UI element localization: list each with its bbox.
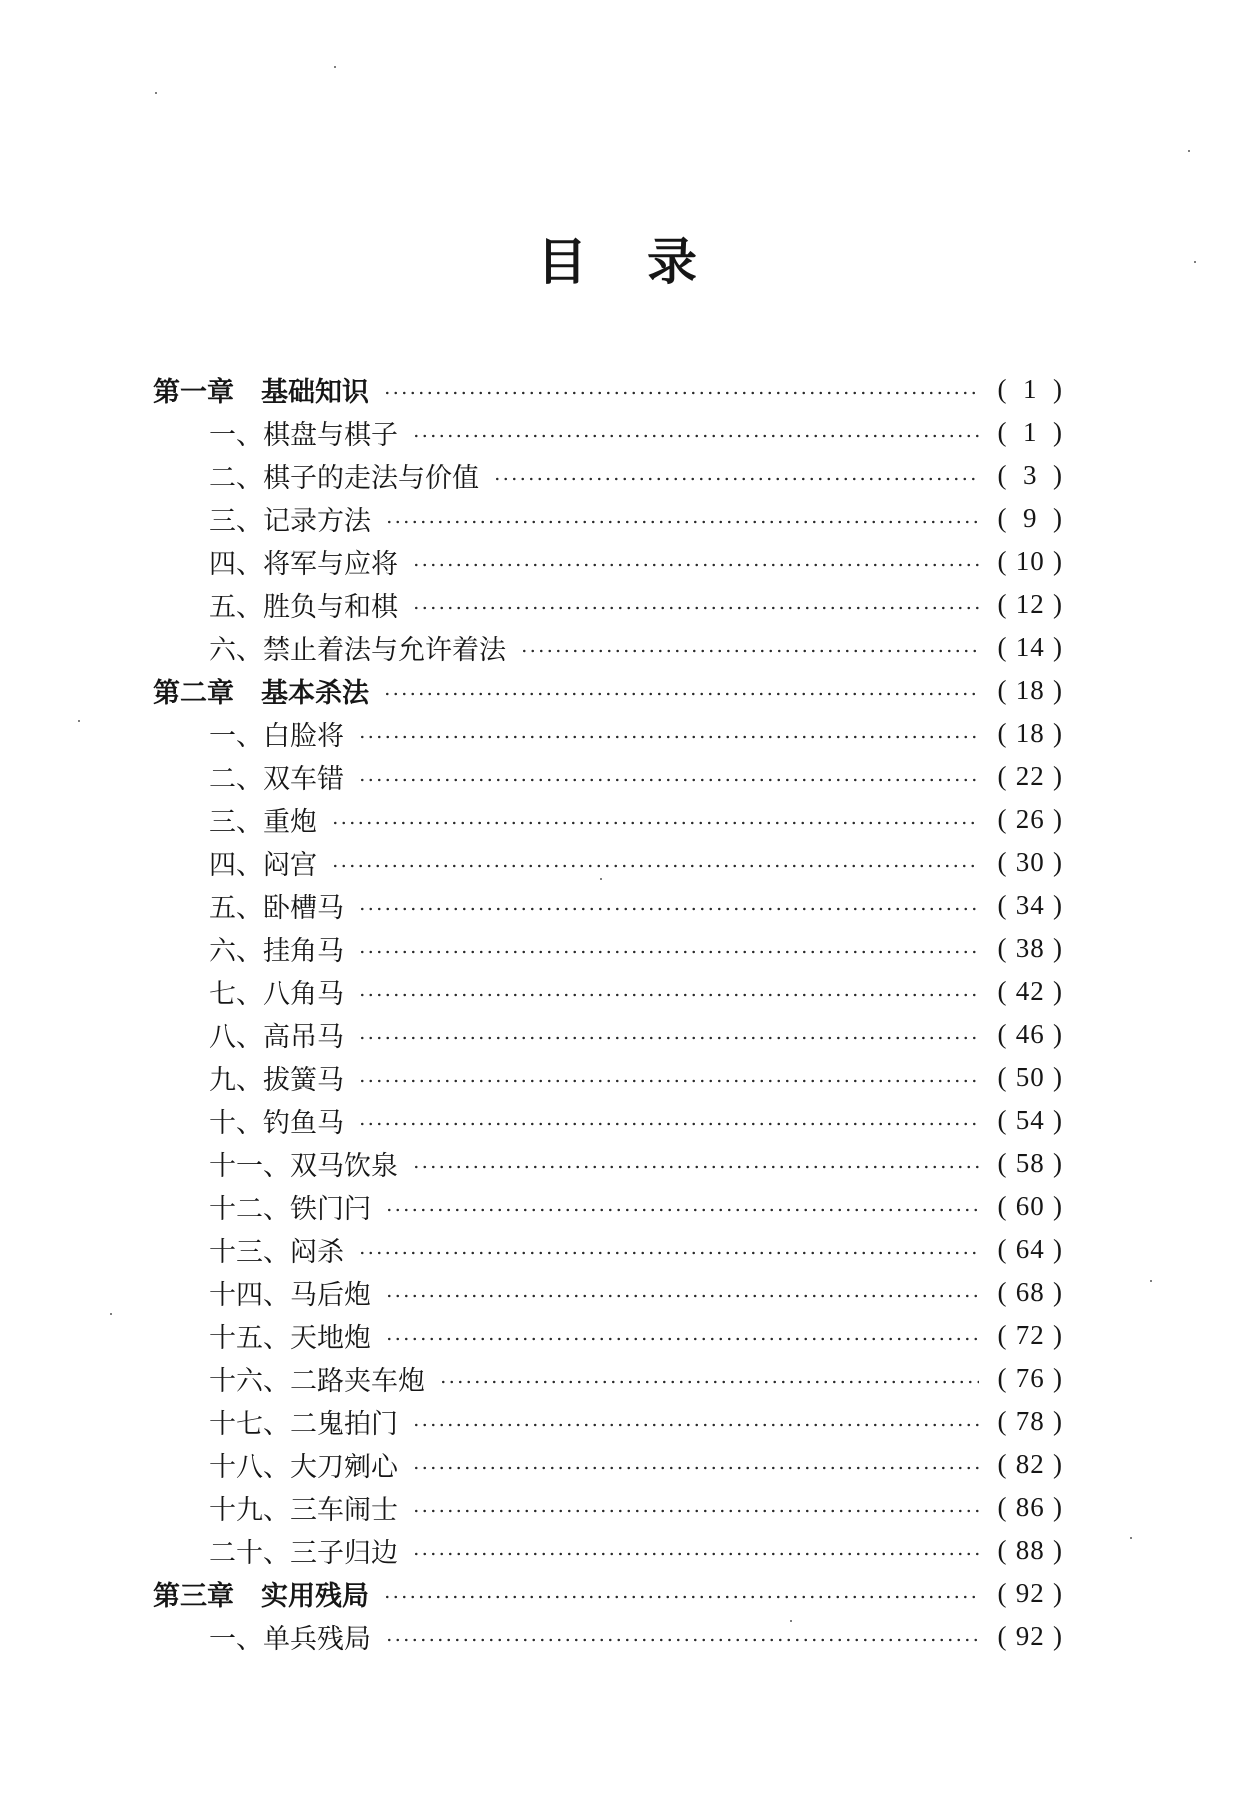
page-number-value: 1: [1023, 417, 1038, 447]
toc-entry-label: 五、卧槽马: [209, 893, 344, 924]
chapter-number: 第一章: [153, 377, 234, 408]
toc-chapter-entry[interactable]: [153, 368, 1063, 411]
chapter-title: 基本杀法: [261, 678, 369, 709]
dot-leader: [331, 864, 979, 868]
toc-section-entry[interactable]: [153, 1314, 1063, 1357]
toc-section-entry[interactable]: [153, 1013, 1063, 1056]
toc-entry-label: 十七、二鬼拍门: [209, 1409, 398, 1440]
toc-section-entry[interactable]: [153, 798, 1063, 841]
toc-entry-label: 三、记录方法: [209, 506, 371, 537]
scan-speck: [110, 1313, 112, 1315]
scan-speck: [334, 66, 336, 68]
page-number-value: 12: [1015, 589, 1045, 619]
toc-entry-label: 十九、三车闹士: [209, 1495, 398, 1526]
page-title: [0, 222, 1234, 294]
toc-section-entry[interactable]: [153, 1271, 1063, 1314]
page-number: ( 22 ): [997, 761, 1063, 791]
scan-speck: [1188, 150, 1190, 152]
page-number: ( 14 ): [997, 632, 1063, 662]
dot-leader: [520, 649, 979, 653]
page-number-value: 34: [1015, 890, 1045, 920]
page-number: ( 1 ): [997, 374, 1063, 404]
page-number-value: 9: [1023, 503, 1038, 533]
toc-section-entry[interactable]: [153, 841, 1063, 884]
toc-entry-label: 六、挂角马: [209, 936, 344, 967]
toc-entry-label: 十三、闷杀: [209, 1237, 344, 1268]
toc-entry-label: 九、拔簧马: [209, 1065, 344, 1096]
page-number-value: 92: [1015, 1621, 1045, 1651]
dot-leader: [358, 1036, 979, 1040]
toc-entry-label: 十四、马后炮: [209, 1280, 371, 1311]
toc-entry-label: 十、钓鱼马: [209, 1108, 344, 1139]
dot-leader: [385, 520, 979, 524]
toc-entry-label: [153, 370, 383, 409]
dot-leader: [383, 391, 979, 395]
toc-entry-label: 八、高吊马: [209, 1022, 344, 1053]
dot-leader: [412, 606, 979, 610]
page-number: ( 76 ): [997, 1363, 1063, 1393]
dot-leader: [412, 563, 979, 567]
page-number-value: 14: [1015, 632, 1045, 662]
toc-section-entry[interactable]: [153, 1443, 1063, 1486]
page-number: ( 46 ): [997, 1019, 1063, 1049]
page-number-value: 58: [1015, 1148, 1045, 1178]
page-number: ( 30 ): [997, 847, 1063, 877]
toc-chapter-entry[interactable]: [153, 669, 1063, 712]
dot-leader: [358, 1079, 979, 1083]
chapter-number: 第二章: [153, 678, 234, 709]
toc-entry-label: 二、双车错: [209, 764, 344, 795]
toc-section-entry[interactable]: [153, 1357, 1063, 1400]
dot-leader: [412, 1423, 979, 1427]
toc-section-entry[interactable]: [153, 1056, 1063, 1099]
table-of-contents: [153, 368, 1063, 1658]
dot-leader: [358, 1122, 979, 1126]
page-number: ( 60 ): [997, 1191, 1063, 1221]
toc-entry-label: [153, 1574, 383, 1613]
dot-leader: [385, 1638, 979, 1642]
page-number: ( 58 ): [997, 1148, 1063, 1178]
dot-leader: [385, 1337, 979, 1341]
page-number-value: 78: [1015, 1406, 1045, 1436]
page-number: ( 10 ): [997, 546, 1063, 576]
page-number-value: 76: [1015, 1363, 1045, 1393]
title-char-1: 目: [537, 232, 587, 291]
page-number-value: 26: [1015, 804, 1045, 834]
page-number-value: 54: [1015, 1105, 1045, 1135]
dot-leader: [385, 1294, 979, 1298]
page-number: ( 72 ): [997, 1320, 1063, 1350]
dot-leader: [385, 1208, 979, 1212]
toc-entry-label: 二、棋子的走法与价值: [209, 463, 479, 494]
toc-section-entry[interactable]: [153, 583, 1063, 626]
page-number-value: 38: [1015, 933, 1045, 963]
toc-section-entry[interactable]: [153, 1185, 1063, 1228]
toc-section-entry[interactable]: [153, 1529, 1063, 1572]
page-number-value: 68: [1015, 1277, 1045, 1307]
dot-leader: [358, 735, 979, 739]
dot-leader: [412, 1466, 979, 1470]
dot-leader: [439, 1380, 979, 1384]
toc-entry-label: 十一、双马饮泉: [209, 1151, 398, 1182]
toc-entry-label: 五、胜负与和棋: [209, 592, 398, 623]
title-char-2: 录: [647, 232, 697, 291]
page-number-value: 18: [1015, 718, 1045, 748]
page-number: ( 78 ): [997, 1406, 1063, 1436]
toc-section-entry[interactable]: [153, 1615, 1063, 1658]
toc-entry-label: 一、棋盘与棋子: [209, 420, 398, 451]
toc-section-entry[interactable]: [153, 755, 1063, 798]
page-number-value: 22: [1015, 761, 1045, 791]
scan-speck: [78, 720, 80, 722]
chapter-number: 第三章: [153, 1581, 234, 1612]
page-number-value: 10: [1015, 546, 1045, 576]
scan-speck: [600, 878, 602, 880]
page-number-value: 92: [1015, 1578, 1045, 1608]
page-number: ( 42 ): [997, 976, 1063, 1006]
page-number-value: 18: [1015, 675, 1045, 705]
toc-section-entry[interactable]: [153, 1400, 1063, 1443]
dot-leader: [383, 1595, 979, 1599]
dot-leader: [358, 950, 979, 954]
toc-section-entry[interactable]: [153, 497, 1063, 540]
page-number-value: 60: [1015, 1191, 1045, 1221]
page-number-value: 82: [1015, 1449, 1045, 1479]
dot-leader: [358, 907, 979, 911]
page-number-value: 72: [1015, 1320, 1045, 1350]
toc-section-entry[interactable]: [153, 540, 1063, 583]
scan-speck: [155, 92, 157, 94]
scan-speck: [1150, 1280, 1152, 1282]
toc-section-entry[interactable]: [153, 884, 1063, 927]
toc-section-entry[interactable]: [153, 1228, 1063, 1271]
toc-chapter-entry[interactable]: [153, 1572, 1063, 1615]
toc-section-entry[interactable]: [153, 712, 1063, 755]
page-number: ( 1 ): [997, 417, 1063, 447]
page-number-value: 42: [1015, 976, 1045, 1006]
page-number: ( 34 ): [997, 890, 1063, 920]
page-number-value: 46: [1015, 1019, 1045, 1049]
page-number-value: 88: [1015, 1535, 1045, 1565]
page-number: ( 64 ): [997, 1234, 1063, 1264]
toc-section-entry[interactable]: [153, 411, 1063, 454]
dot-leader: [412, 1509, 979, 1513]
dot-leader: [412, 434, 979, 438]
toc-entry-label: 三、重炮: [209, 807, 317, 838]
page-number-value: 1: [1023, 374, 1038, 404]
dot-leader: [383, 692, 979, 696]
toc-entry-label: 一、白脸将: [209, 721, 344, 752]
page-number: ( 88 ): [997, 1535, 1063, 1565]
dot-leader: [493, 477, 979, 481]
page-number: ( 3 ): [997, 460, 1063, 490]
toc-section-entry[interactable]: [153, 970, 1063, 1013]
page-number: ( 86 ): [997, 1492, 1063, 1522]
toc-entry-label: 十八、大刀剜心: [209, 1452, 398, 1483]
page-number: ( 50 ): [997, 1062, 1063, 1092]
page-number-value: 3: [1023, 460, 1038, 490]
dot-leader: [358, 993, 979, 997]
dot-leader: [412, 1165, 979, 1169]
scan-speck: [1130, 1537, 1132, 1539]
chapter-title: 基础知识: [261, 377, 369, 408]
toc-entry-label: 十六、二路夹车炮: [209, 1366, 425, 1397]
toc-section-entry[interactable]: [153, 1486, 1063, 1529]
dot-leader: [358, 778, 979, 782]
toc-entry-label: 六、禁止着法与允许着法: [209, 635, 506, 666]
page-number: ( 54 ): [997, 1105, 1063, 1135]
scan-speck: [790, 1620, 792, 1622]
page-number-value: 50: [1015, 1062, 1045, 1092]
toc-entry-label: 四、闷宫: [209, 850, 317, 881]
toc-entry-label: 十五、天地炮: [209, 1323, 371, 1354]
page-number: ( 82 ): [997, 1449, 1063, 1479]
toc-entry-label: 四、将军与应将: [209, 549, 398, 580]
page-number-value: 30: [1015, 847, 1045, 877]
toc-entry-label: 十二、铁门闩: [209, 1194, 371, 1225]
page-number: ( 68 ): [997, 1277, 1063, 1307]
page-number: ( 92 ): [997, 1621, 1063, 1651]
page-number: ( 18 ): [997, 718, 1063, 748]
toc-entry-label: 七、八角马: [209, 979, 344, 1010]
page-number-value: 86: [1015, 1492, 1045, 1522]
dot-leader: [358, 1251, 979, 1255]
page-number: ( 18 ): [997, 675, 1063, 705]
toc-section-entry[interactable]: [153, 1099, 1063, 1142]
page-number: ( 38 ): [997, 933, 1063, 963]
page-number-value: 64: [1015, 1234, 1045, 1264]
toc-section-entry[interactable]: [153, 927, 1063, 970]
dot-leader: [331, 821, 979, 825]
page-number: ( 12 ): [997, 589, 1063, 619]
dot-leader: [412, 1552, 979, 1556]
toc-section-entry[interactable]: [153, 1142, 1063, 1185]
toc-section-entry[interactable]: [153, 454, 1063, 497]
toc-entry-label: [153, 671, 383, 710]
chapter-title: 实用残局: [261, 1581, 369, 1612]
page-number: ( 92 ): [997, 1578, 1063, 1608]
page-number: ( 26 ): [997, 804, 1063, 834]
toc-section-entry[interactable]: [153, 626, 1063, 669]
page-number: ( 9 ): [997, 503, 1063, 533]
scan-speck: [1194, 261, 1196, 263]
toc-entry-label: 一、单兵残局: [209, 1624, 371, 1655]
toc-entry-label: 二十、三子归边: [209, 1538, 398, 1569]
